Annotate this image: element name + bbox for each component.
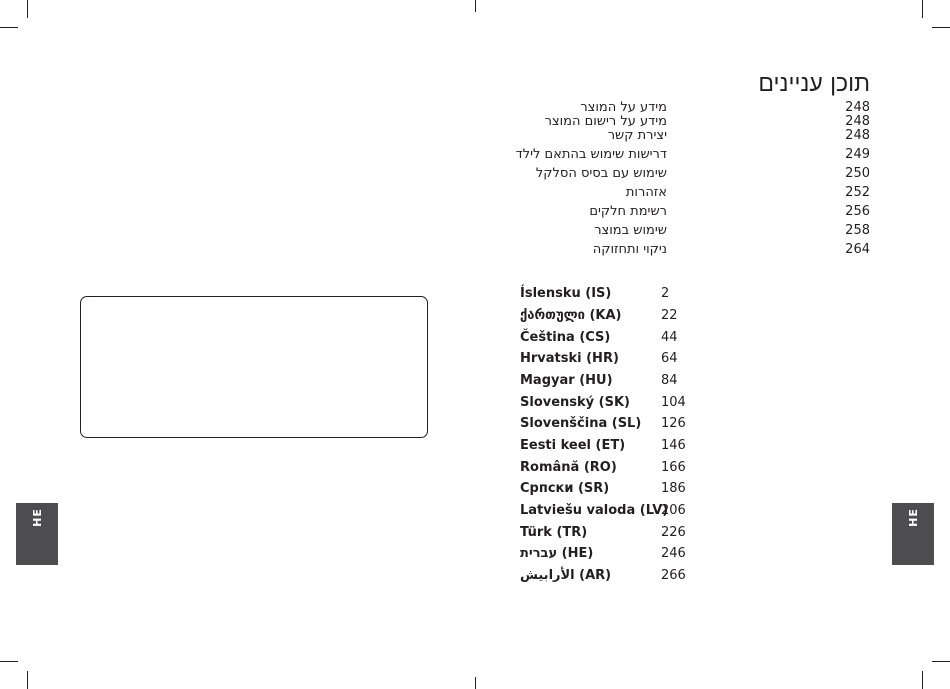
- crop-mark: [27, 0, 28, 18]
- toc-label: מידע על המוצר: [580, 100, 667, 115]
- language-page: 166: [661, 460, 686, 475]
- language-row: [520, 308, 720, 326]
- language-name: الأرابيش (AR): [520, 568, 612, 583]
- toc-row: [480, 185, 870, 201]
- language-name: Српски (SR): [520, 481, 610, 496]
- toc-page: 258: [845, 223, 870, 238]
- crop-mark: [475, 677, 476, 689]
- crop-mark: [27, 671, 28, 689]
- toc-page: 248: [845, 114, 870, 129]
- language-row: [520, 460, 720, 478]
- toc-page: 249: [845, 147, 870, 162]
- toc-page: 248: [845, 100, 870, 115]
- language-name: Türk (TR): [520, 525, 588, 540]
- toc-row: [480, 242, 870, 258]
- language-page: 226: [661, 525, 686, 540]
- toc-label: מידע על רישום המוצר: [544, 114, 667, 129]
- language-row: [520, 416, 720, 434]
- language-row: [520, 330, 720, 348]
- language-page: 44: [661, 330, 678, 345]
- toc-label: אזהרות: [625, 185, 667, 200]
- language-name: Íslensku (IS): [520, 286, 612, 301]
- language-page: 84: [661, 373, 678, 388]
- crop-mark: [0, 661, 18, 662]
- language-page: 186: [661, 481, 686, 496]
- language-page: 146: [661, 438, 686, 453]
- language-page: 2: [661, 286, 670, 301]
- toc-label: דרישות שימוש בהתאם לילד: [515, 147, 667, 162]
- language-name: Latviešu valoda (LV): [520, 503, 669, 518]
- language-page: 22: [661, 308, 678, 323]
- language-row: [520, 373, 720, 391]
- empty-frame: [80, 296, 428, 438]
- language-name: Slovenský (SK): [520, 395, 630, 410]
- side-tab-label: HE: [906, 508, 920, 527]
- toc-label: יצירת קשר: [607, 128, 667, 143]
- language-row: [520, 395, 720, 413]
- crop-mark: [0, 27, 18, 28]
- toc-page: 248: [845, 128, 870, 143]
- language-row: [520, 568, 720, 586]
- side-tab-left: [16, 503, 58, 565]
- toc-title: תוכן עניינים: [758, 71, 870, 97]
- toc-row: [480, 147, 870, 163]
- toc-page: 256: [845, 204, 870, 219]
- language-page: 266: [661, 568, 686, 583]
- language-row: [520, 481, 720, 499]
- toc-page: 264: [845, 242, 870, 257]
- crop-mark: [932, 661, 950, 662]
- language-name: Čeština (CS): [520, 330, 611, 345]
- language-name: Slovenščina (SL): [520, 416, 642, 431]
- language-page: 64: [661, 351, 678, 366]
- language-row: [520, 503, 720, 521]
- crop-mark: [922, 671, 923, 689]
- crop-mark: [932, 27, 950, 28]
- language-name: Hrvatski (HR): [520, 351, 619, 366]
- side-tab-right: [892, 503, 934, 565]
- language-page: 206: [661, 503, 686, 518]
- toc-label: שימוש במוצר: [594, 223, 667, 238]
- toc-page: 252: [845, 185, 870, 200]
- toc-row: [480, 223, 870, 239]
- language-name: Română (RO): [520, 460, 617, 475]
- language-name: Eesti keel (ET): [520, 438, 626, 453]
- toc-row: [480, 128, 870, 144]
- language-page: 104: [661, 395, 686, 410]
- language-row: [520, 286, 720, 304]
- language-row: [520, 438, 720, 456]
- toc-page: 250: [845, 166, 870, 181]
- language-page: 126: [661, 416, 686, 431]
- toc-label: רשימת חלקים: [589, 204, 667, 219]
- toc-label: שימוש עם בסיס הסלקל: [535, 166, 667, 181]
- language-name: עברית (HE): [520, 546, 594, 561]
- crop-mark: [922, 0, 923, 18]
- language-name: Magyar (HU): [520, 373, 613, 388]
- toc-row: [480, 204, 870, 220]
- language-row: [520, 351, 720, 369]
- toc-row: [480, 166, 870, 182]
- language-row: [520, 525, 720, 543]
- language-name: ქართული (KA): [520, 308, 622, 323]
- crop-mark: [475, 0, 476, 12]
- toc-label: ניקוי ותחזוקה: [592, 242, 667, 257]
- language-row: [520, 546, 720, 564]
- language-page: 246: [661, 546, 686, 561]
- side-tab-label: HE: [30, 508, 44, 527]
